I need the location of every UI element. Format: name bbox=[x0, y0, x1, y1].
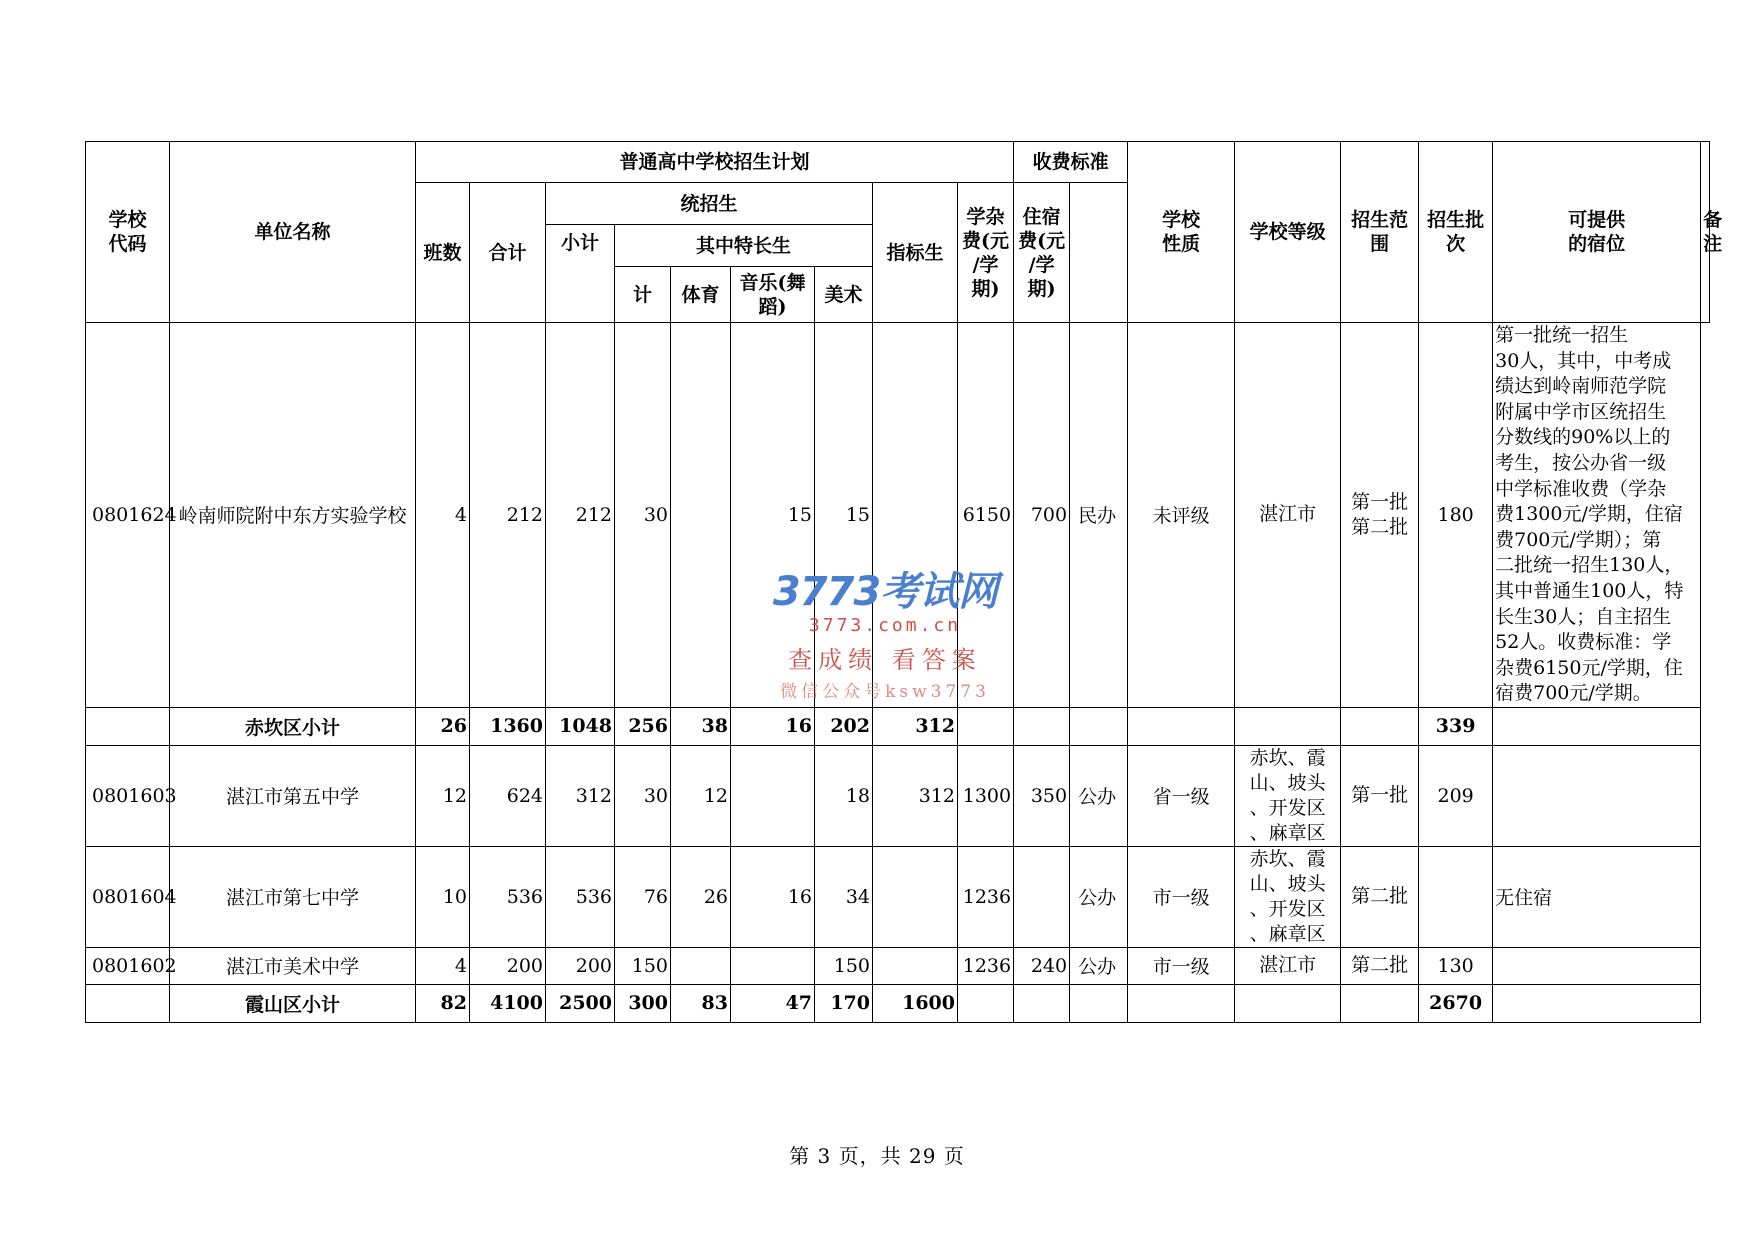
total-cell: 1360 bbox=[470, 707, 546, 745]
scope-cell: 赤坎、霞 山、坡头 、开发区 、麻章区 bbox=[1235, 846, 1341, 947]
subtotal-cell: 312 bbox=[546, 745, 615, 846]
classes-cell: 26 bbox=[416, 707, 470, 745]
table-header bbox=[86, 142, 1723, 323]
school-code-cell bbox=[86, 707, 170, 745]
school-code-cell: 0801603 bbox=[86, 745, 170, 846]
nature-cell bbox=[1070, 984, 1128, 1022]
nature-cell: 民办 bbox=[1070, 323, 1128, 708]
music-cell: 47 bbox=[731, 984, 815, 1022]
notes-cell bbox=[1493, 707, 1701, 745]
notes-cell bbox=[1493, 984, 1701, 1022]
scope-cell: 湛江市 bbox=[1235, 947, 1341, 984]
total-cell: 212 bbox=[470, 323, 546, 708]
specialty-total-cell: 256 bbox=[615, 707, 671, 745]
school-code-cell: 0801604 bbox=[86, 846, 170, 947]
unit-name-cell: 湛江市第五中学 bbox=[170, 745, 416, 846]
sports-cell bbox=[671, 323, 731, 708]
classes-cell: 82 bbox=[416, 984, 470, 1022]
lodging-cell: 700 bbox=[1014, 323, 1070, 708]
unit-name-cell: 湛江市第七中学 bbox=[170, 846, 416, 947]
art-cell: 15 bbox=[815, 323, 873, 708]
header-sp-total: 计 bbox=[615, 267, 671, 323]
beds-cell: 180 bbox=[1419, 323, 1493, 708]
header-lodging: 住宿 费(元 /学 期) bbox=[1014, 183, 1070, 323]
enrollment-plan-table bbox=[85, 141, 1723, 1023]
art-cell: 150 bbox=[815, 947, 873, 984]
level-cell bbox=[1128, 707, 1235, 745]
header-nature: 学校 性质 bbox=[1128, 142, 1235, 323]
header-subtotal: 小计 bbox=[546, 225, 615, 323]
school-code-cell bbox=[86, 984, 170, 1022]
nature-cell: 公办 bbox=[1070, 947, 1128, 984]
nature-cell: 公办 bbox=[1070, 745, 1128, 846]
header-quota: 指标生 bbox=[873, 183, 958, 323]
quota-cell: 312 bbox=[873, 707, 958, 745]
quota-cell bbox=[873, 846, 958, 947]
art-cell: 34 bbox=[815, 846, 873, 947]
level-cell bbox=[1128, 984, 1235, 1022]
scope-cell: 赤坎、霞 山、坡头 、开发区 、麻章区 bbox=[1235, 745, 1341, 846]
watermark-slogan: 查成绩 看答案 bbox=[788, 646, 982, 674]
header-beds: 可提供 的宿位 bbox=[1493, 142, 1701, 323]
table-body bbox=[86, 323, 1710, 1023]
sports-cell: 38 bbox=[671, 707, 731, 745]
subtotal-cell: 2500 bbox=[546, 984, 615, 1022]
scope-cell: 湛江市 bbox=[1235, 323, 1341, 708]
header-unit-name: 单位名称 bbox=[170, 142, 416, 323]
music-cell: 16 bbox=[731, 707, 815, 745]
batch-cell: 第二批 bbox=[1341, 846, 1419, 947]
lodging-cell bbox=[1014, 984, 1070, 1022]
header-unified-group: 统招生 bbox=[546, 183, 873, 225]
specialty-total-cell: 150 bbox=[615, 947, 671, 984]
school-code-cell: 0801624 bbox=[86, 323, 170, 708]
enrollment-plan-sheet bbox=[85, 141, 1723, 1023]
header-total: 合计 bbox=[470, 183, 546, 323]
header-notes: 备注 bbox=[1701, 142, 1710, 323]
watermark-site: 3773.com.cn bbox=[808, 615, 962, 636]
unit-name-cell: 湛江市美术中学 bbox=[170, 947, 416, 984]
level-cell: 市一级 bbox=[1128, 846, 1235, 947]
quota-cell bbox=[873, 323, 958, 708]
subtotal-row bbox=[86, 707, 1710, 745]
header-art: 美术 bbox=[815, 267, 873, 323]
classes-cell: 4 bbox=[416, 323, 470, 708]
header-specialty-group: 其中特长生 bbox=[615, 225, 873, 267]
beds-cell: 130 bbox=[1419, 947, 1493, 984]
lodging-cell bbox=[1014, 846, 1070, 947]
batch-cell bbox=[1341, 984, 1419, 1022]
quota-cell: 312 bbox=[873, 745, 958, 846]
quota-cell: 1600 bbox=[873, 984, 958, 1022]
sports-cell bbox=[671, 947, 731, 984]
batch-cell: 第一批 第二批 bbox=[1341, 323, 1419, 708]
classes-cell: 12 bbox=[416, 745, 470, 846]
art-cell: 18 bbox=[815, 745, 873, 846]
page-footer: 第 3 页，共 29 页 bbox=[789, 1144, 965, 1168]
nature-cell bbox=[1070, 707, 1128, 745]
level-cell: 市一级 bbox=[1128, 947, 1235, 984]
header-tuition: 学杂 费(元 /学 期) bbox=[958, 183, 1014, 323]
subtotal-cell: 1048 bbox=[546, 707, 615, 745]
beds-cell: 209 bbox=[1419, 745, 1493, 846]
music-cell bbox=[731, 745, 815, 846]
unit-name-cell: 岭南师院附中东方实验学校 bbox=[170, 323, 416, 708]
notes-cell: 第一批统一招生 30人，其中，中考成 绩达到岭南师范学院 附属中学市区统招生 分数线的90%以上的 考生，按公办省一级 中学标准收费（学杂 费1300元/学期，住宿 费700元/学期）；第 二批统一招生130人， 其中普通生100人，特 长生30人；自主招生 52人。收费标准：学 杂费6150元/学期，住 宿费700元/学期。 bbox=[1493, 323, 1701, 708]
tuition-cell: 1300 bbox=[958, 745, 1014, 846]
unit-name-cell: 霞山区小计 bbox=[170, 984, 416, 1022]
nature-cell: 公办 bbox=[1070, 846, 1128, 947]
total-cell: 624 bbox=[470, 745, 546, 846]
sports-cell: 83 bbox=[671, 984, 731, 1022]
tuition-cell: 6150 bbox=[958, 323, 1014, 708]
specialty-total-cell: 300 bbox=[615, 984, 671, 1022]
subtotal-cell: 212 bbox=[546, 323, 615, 708]
total-cell: 4100 bbox=[470, 984, 546, 1022]
subtotal-cell: 536 bbox=[546, 846, 615, 947]
beds-cell: 339 bbox=[1419, 707, 1493, 745]
lodging-cell bbox=[1014, 707, 1070, 745]
art-cell: 170 bbox=[815, 984, 873, 1022]
specialty-total-cell: 30 bbox=[615, 323, 671, 708]
school-code-cell: 0801602 bbox=[86, 947, 170, 984]
header-music: 音乐(舞 蹈) bbox=[731, 267, 815, 323]
tuition-cell bbox=[958, 707, 1014, 745]
table-row bbox=[86, 323, 1710, 708]
specialty-total-cell: 30 bbox=[615, 745, 671, 846]
watermark-wechat: 微信公众号ksw3773 bbox=[780, 682, 990, 702]
header-level: 学校等级 bbox=[1235, 142, 1341, 323]
lodging-cell: 240 bbox=[1014, 947, 1070, 984]
notes-cell bbox=[1493, 947, 1701, 984]
watermark-logo: 3773考试网 bbox=[772, 569, 998, 615]
table-row bbox=[86, 947, 1710, 984]
batch-cell: 第二批 bbox=[1341, 947, 1419, 984]
header-fee-group: 收费标准 bbox=[1014, 142, 1128, 183]
unit-name-cell: 赤坎区小计 bbox=[170, 707, 416, 745]
total-cell: 536 bbox=[470, 846, 546, 947]
sports-cell: 26 bbox=[671, 846, 731, 947]
header-batch: 招生批 次 bbox=[1419, 142, 1493, 323]
scope-cell bbox=[1235, 984, 1341, 1022]
specialty-total-cell: 76 bbox=[615, 846, 671, 947]
tuition-cell bbox=[958, 984, 1014, 1022]
art-cell: 202 bbox=[815, 707, 873, 745]
level-cell: 省一级 bbox=[1128, 745, 1235, 846]
music-cell: 16 bbox=[731, 846, 815, 947]
subtotal-row bbox=[86, 984, 1710, 1022]
subtotal-cell: 200 bbox=[546, 947, 615, 984]
lodging-cell: 350 bbox=[1014, 745, 1070, 846]
header-scope: 招生范围 bbox=[1341, 142, 1419, 323]
classes-cell: 10 bbox=[416, 846, 470, 947]
table-row bbox=[86, 745, 1710, 846]
notes-cell bbox=[1493, 745, 1701, 846]
beds-cell bbox=[1419, 846, 1493, 947]
header-plan-group: 普通高中学校招生计划 bbox=[416, 142, 1014, 183]
tuition-cell: 1236 bbox=[958, 846, 1014, 947]
scope-cell bbox=[1235, 707, 1341, 745]
tuition-cell: 1236 bbox=[958, 947, 1014, 984]
music-cell bbox=[731, 947, 815, 984]
table-row bbox=[86, 846, 1710, 947]
total-cell: 200 bbox=[470, 947, 546, 984]
classes-cell: 4 bbox=[416, 947, 470, 984]
header-school-code: 学校 代码 bbox=[86, 142, 170, 323]
header-classes: 班数 bbox=[416, 183, 470, 323]
batch-cell: 第一批 bbox=[1341, 745, 1419, 846]
level-cell: 未评级 bbox=[1128, 323, 1235, 708]
notes-cell: 无住宿 bbox=[1493, 846, 1701, 947]
batch-cell bbox=[1341, 707, 1419, 745]
header-sports: 体育 bbox=[671, 267, 731, 323]
beds-cell: 2670 bbox=[1419, 984, 1493, 1022]
music-cell: 15 bbox=[731, 323, 815, 708]
quota-cell bbox=[873, 947, 958, 984]
sports-cell: 12 bbox=[671, 745, 731, 846]
